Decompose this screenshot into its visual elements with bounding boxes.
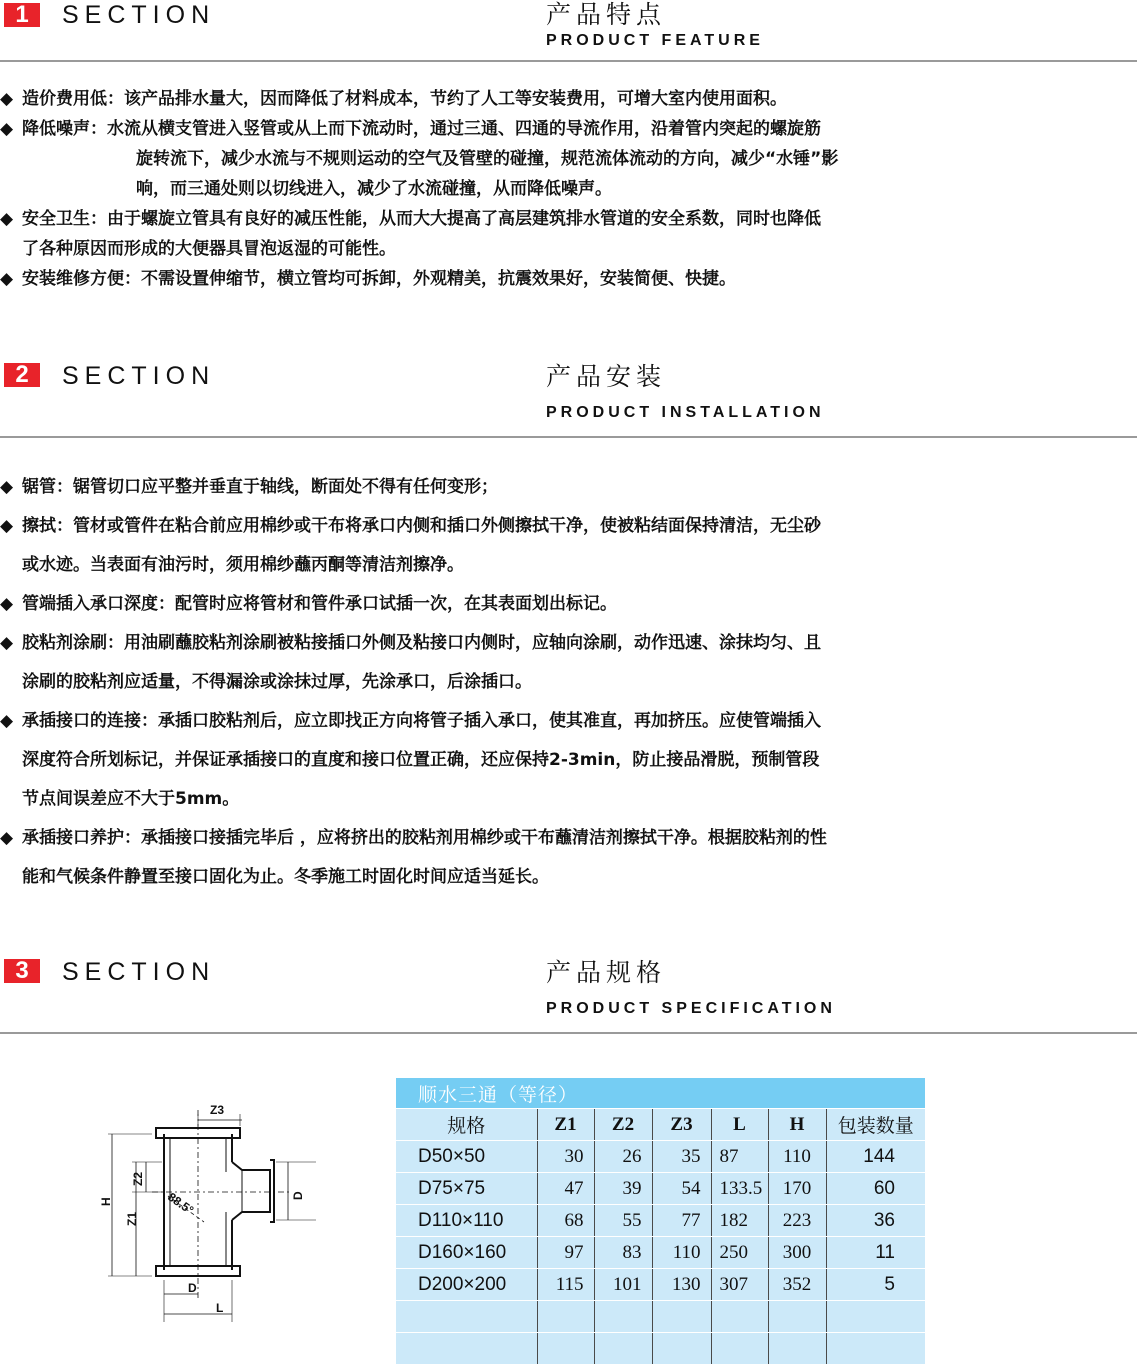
fitting-diagram: [92, 1100, 332, 1330]
list-item-continuation: 深度符合所划标记，并保证承插接口的直度和接口位置正确，还应保持2-3min，防止接品滑脱，预制管段: [22, 750, 820, 770]
label-z3: Z3: [210, 1103, 225, 1117]
col-header: 包装数量: [826, 1109, 925, 1141]
table-cell: 352: [768, 1269, 826, 1301]
table-row: [396, 1237, 925, 1269]
diamond-icon: ◆: [0, 711, 14, 731]
diamond-icon: ◆: [0, 516, 14, 536]
section-title-cn: 产品特点: [546, 0, 667, 29]
diamond-icon: ◆: [0, 633, 14, 653]
table-cell: D160×160: [396, 1237, 537, 1269]
table-cell: 110: [768, 1141, 826, 1173]
table-cell: 39: [594, 1173, 652, 1205]
table-cell: 170: [768, 1173, 826, 1205]
list-item: ◆ 安全卫生：由于螺旋立管具有良好的减压性能，从而大大提高了高层建筑排水管道的安全系数，同时也降低: [0, 204, 1125, 234]
diamond-icon: ◆: [0, 209, 14, 229]
diamond-icon: ◆: [0, 119, 14, 139]
col-header: Z3: [652, 1109, 711, 1141]
diamond-icon: ◆: [0, 594, 14, 614]
table-cell: 144: [826, 1141, 925, 1173]
list-item-continuation: 节点间误差应不大于5mm。: [22, 789, 240, 809]
table-row-empty: [396, 1301, 925, 1333]
diamond-icon: ◆: [0, 828, 14, 848]
table-cell: 36: [826, 1205, 925, 1237]
table-cell: 30: [537, 1141, 594, 1173]
diamond-icon: ◆: [0, 269, 14, 289]
list-item-continuation: 旋转流下，减少水流与不规则运动的空气及管壁的碰撞，规范流体流动的方向，减少“水锤”影: [136, 149, 839, 169]
table-cell: 77: [652, 1205, 711, 1237]
list-item: ◆ 管端插入承口深度：配管时应将管材和管件承口试插一次，在其表面划出标记。: [0, 585, 1125, 624]
table-cell: 101: [594, 1269, 652, 1301]
list-item: ◆ 承插接口养护：承插接口接插完毕后 ，应将挤出的胶粘剂用棉纱或干布蘸清洁剂擦拭干净。根据胶粘剂的性: [0, 819, 1125, 858]
table-cell: 223: [768, 1205, 826, 1237]
table-title-row: [396, 1078, 925, 1109]
table-cell: D200×200: [396, 1269, 537, 1301]
label-z2: Z2: [131, 1171, 145, 1186]
table-cell: 250: [711, 1237, 768, 1269]
section-title-en: PRODUCT INSTALLATION: [546, 404, 825, 421]
table-cell: 307: [711, 1269, 768, 1301]
section-word: SECTION: [62, 362, 216, 390]
section-divider: [0, 436, 1137, 438]
table-cell: 68: [537, 1205, 594, 1237]
col-header: H: [768, 1109, 826, 1141]
table-cell: D50×50: [396, 1141, 537, 1173]
table-cell: 26: [594, 1141, 652, 1173]
list-item-continuation: 能和气候条件静置至接口固化为止。冬季施工时固化时间应适当延长。: [22, 867, 549, 887]
installation-list: [0, 468, 1125, 897]
table-cell: 60: [826, 1173, 925, 1205]
section-word: SECTION: [62, 1, 216, 29]
list-item-continuation: 涂刷的胶粘剂应适量，不得漏涂或涂抹过厚，先涂承口，后涂插口。: [22, 672, 532, 692]
table-row: [396, 1141, 925, 1173]
table-cell: 54: [652, 1173, 711, 1205]
section-word: SECTION: [62, 958, 216, 986]
col-header: L: [711, 1109, 768, 1141]
table-cell: 133.5: [711, 1173, 768, 1205]
label-h: H: [99, 1197, 113, 1206]
list-item: ◆ 安装维修方便：不需设置伸缩节，横立管均可拆卸，外观精美，抗震效果好，安装简便、快捷。: [0, 264, 1125, 294]
table-cell: 83: [594, 1237, 652, 1269]
table-cell: 110: [652, 1237, 711, 1269]
section-divider: [0, 1032, 1137, 1034]
table-cell: 97: [537, 1237, 594, 1269]
table-cell: 5: [826, 1269, 925, 1301]
label-d-bottom: D: [188, 1281, 197, 1295]
section-divider: [0, 60, 1137, 62]
label-angle: 88.5°: [165, 1189, 197, 1218]
list-item-continuation: 或水迹。当表面有油污时，须用棉纱蘸丙酮等清洁剂擦净。: [22, 555, 464, 575]
section-number: 1: [4, 3, 40, 27]
list-item: ◆ 造价费用低：该产品排水量大，因而降低了材料成本，节约了人工等安装费用，可增大室内使用面积。: [0, 84, 1125, 114]
section-number: 3: [4, 959, 40, 983]
table-cell: 47: [537, 1173, 594, 1205]
table-cell: 35: [652, 1141, 711, 1173]
section-number: 2: [4, 363, 40, 387]
section-title-cn: 产品安装: [546, 362, 667, 391]
list-item: ◆ 擦拭：管材或管件在粘合前应用棉纱或干布将承口内侧和插口外侧擦拭干净，使被粘结面保持清洁，无尘砂: [0, 507, 1125, 546]
table-cell: 11: [826, 1237, 925, 1269]
table-row: [396, 1269, 925, 1301]
diamond-icon: ◆: [0, 477, 14, 497]
list-item: ◆ 降低噪声：水流从横支管进入竖管或从上而下流动时，通过三通、四通的导流作用，沿着管内突起的螺旋筋: [0, 114, 1125, 144]
col-header: 规格: [396, 1109, 537, 1141]
label-d-right: D: [291, 1191, 305, 1200]
list-item: ◆ 胶粘剂涂刷：用油刷蘸胶粘剂涂刷被粘接插口外侧及粘接口内侧时，应轴向涂刷，动作迅速、涂抹均匀、且: [0, 624, 1125, 663]
section-title-en: PRODUCT SPECIFICATION: [546, 1000, 836, 1017]
feature-list: [0, 84, 1125, 294]
list-item: ◆ 承插接口的连接：承插口胶粘剂后，应立即找正方向将管子插入承口，使其准直，再加挤压。应使管端插入: [0, 702, 1125, 741]
col-header: Z1: [537, 1109, 594, 1141]
section-title-cn: 产品规格: [546, 958, 667, 987]
diamond-icon: ◆: [0, 89, 14, 109]
list-item: ◆ 锯管：锯管切口应平整并垂直于轴线，断面处不得有任何变形；: [0, 468, 1125, 507]
table-cell: D75×75: [396, 1173, 537, 1205]
table-cell: 130: [652, 1269, 711, 1301]
section-title-en: PRODUCT FEATURE: [546, 32, 764, 49]
table-cell: 300: [768, 1237, 826, 1269]
table-row: [396, 1173, 925, 1205]
spec-table: [396, 1078, 925, 1365]
list-item-continuation: 响，而三通处则以切线进入，减少了水流碰撞，从而降低噪声。: [136, 179, 612, 199]
table-cell: 87: [711, 1141, 768, 1173]
table-cell: 182: [711, 1205, 768, 1237]
table-row: [396, 1205, 925, 1237]
label-l: L: [216, 1301, 224, 1315]
list-item-continuation: 了各种原因而形成的大便器具冒泡返湿的可能性。: [22, 239, 396, 259]
table-cell: D110×110: [396, 1205, 537, 1237]
table-title: 顺水三通（等径）: [396, 1078, 925, 1109]
col-header: Z2: [594, 1109, 652, 1141]
table-cell: 55: [594, 1205, 652, 1237]
label-z1: Z1: [125, 1211, 139, 1226]
table-header-row: [396, 1109, 925, 1141]
table-cell: 115: [537, 1269, 594, 1301]
